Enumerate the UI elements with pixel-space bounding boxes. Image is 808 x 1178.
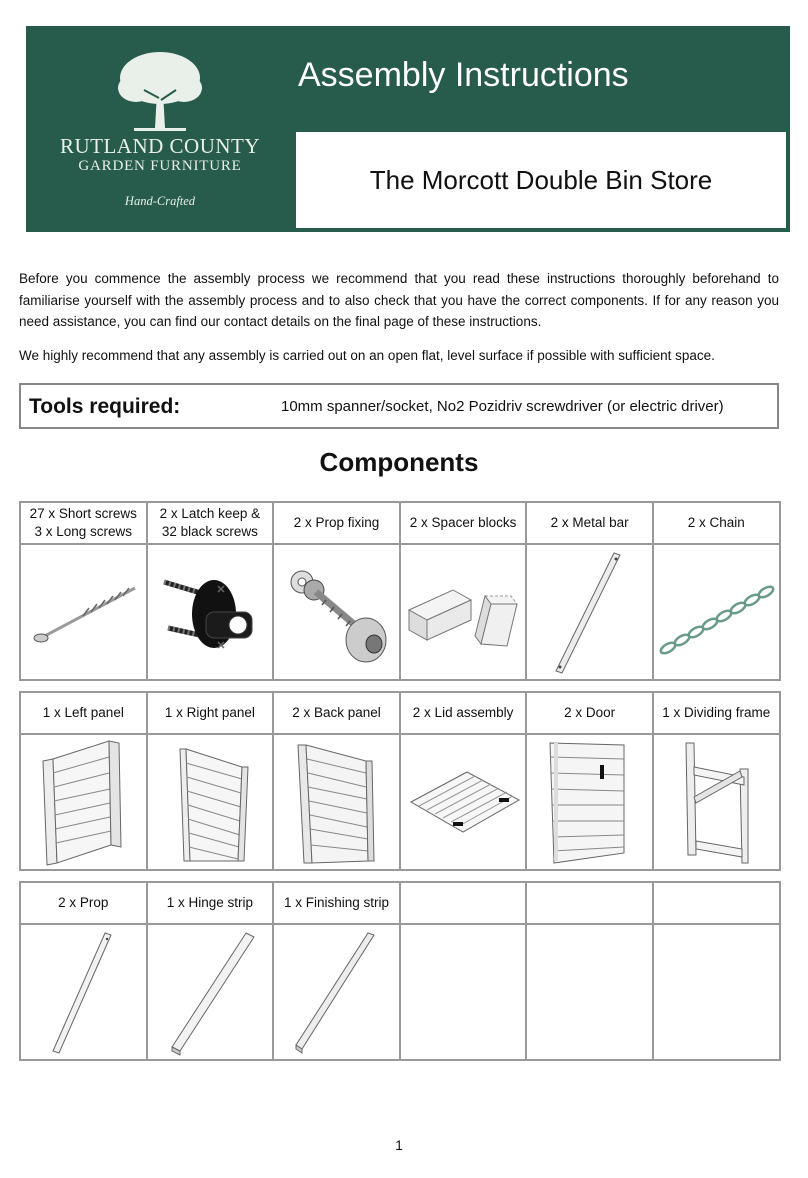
empty-cell	[653, 882, 780, 924]
empty-cell	[653, 924, 780, 1060]
component-image	[147, 544, 274, 680]
brand-logo	[26, 26, 294, 232]
intro-paragraph: Before you commence the assembly process we recommend that you read these instructions thoroughly beforehand to familiarise yourself with the assembly process and to also check that you have the correct components. If for any reason you need assistance, you can find our contact details on the final page of these instructions.	[19, 271, 779, 329]
component-label: 2 x Latch keep & 32 black screws	[147, 502, 274, 544]
component-image	[400, 734, 527, 870]
component-label: 2 x Prop	[20, 882, 147, 924]
component-label: 2 x Chain	[653, 502, 780, 544]
brand-name: RUTLAND COUNTY	[59, 134, 261, 158]
component-image	[147, 734, 274, 870]
metal-bar-icon	[530, 547, 650, 677]
page-number: 1	[395, 1137, 403, 1153]
product-name-box	[296, 132, 786, 228]
component-label: 1 x Right panel	[147, 692, 274, 734]
component-image	[147, 924, 274, 1060]
document-title: Assembly Instructions	[298, 56, 629, 94]
component-image	[273, 734, 400, 870]
brand-tagline: Hand-Crafted	[124, 194, 196, 208]
empty-cell	[526, 924, 653, 1060]
header-banner	[26, 26, 790, 232]
screw-icon	[23, 552, 143, 672]
surface-note: We highly recommend that any assembly is carried out on an open flat, level surface if possible with sufficient space.	[19, 348, 715, 363]
spacer-blocks-icon	[401, 552, 525, 672]
component-image	[653, 734, 780, 870]
tools-list: 10mm spanner/socket, No2 Pozidriv screwdriver (or electric driver)	[281, 398, 724, 415]
component-image	[20, 924, 147, 1060]
back-panel-icon	[276, 737, 396, 867]
door-icon	[530, 737, 650, 867]
component-image	[526, 544, 653, 680]
component-image	[273, 924, 400, 1060]
tree-logo-icon	[114, 48, 206, 134]
component-label: 27 x Short screws 3 x Long screws	[20, 502, 147, 544]
brand-subtitle: GARDEN FURNITURE	[78, 158, 242, 174]
component-image	[20, 734, 147, 870]
component-label: 2 x Metal bar	[526, 502, 653, 544]
empty-cell	[400, 882, 527, 924]
components-table-1	[19, 501, 781, 681]
component-label: 2 x Prop fixing	[273, 502, 400, 544]
component-label: 1 x Left panel	[20, 692, 147, 734]
hinge-strip-icon	[150, 927, 270, 1057]
component-label: 2 x Door	[526, 692, 653, 734]
component-image	[20, 544, 147, 680]
components-heading: Components	[319, 447, 479, 477]
empty-cell	[526, 882, 653, 924]
product-name: The Morcott Double Bin Store	[369, 164, 713, 195]
prop-fixing-icon	[276, 552, 396, 672]
component-label: 1 x Finishing strip	[273, 882, 400, 924]
components-table-2	[19, 691, 781, 871]
left-panel-icon	[23, 737, 143, 867]
finishing-strip-icon	[276, 927, 396, 1057]
component-label: 1 x Dividing frame	[653, 692, 780, 734]
tools-box	[19, 383, 779, 429]
component-label: 1 x Hinge strip	[147, 882, 274, 924]
dividing-frame-icon	[656, 737, 776, 867]
lid-assembly-icon	[401, 742, 525, 862]
empty-cell	[400, 924, 527, 1060]
component-label: 2 x Lid assembly	[400, 692, 527, 734]
component-label: 2 x Back panel	[273, 692, 400, 734]
component-label: 2 x Spacer blocks	[400, 502, 527, 544]
component-image	[400, 544, 527, 680]
prop-icon	[23, 927, 143, 1057]
components-table-3	[19, 881, 781, 1061]
tools-label: Tools required:	[29, 395, 181, 418]
right-panel-icon	[150, 737, 270, 867]
chain-icon	[656, 552, 776, 672]
component-image	[526, 734, 653, 870]
latch-keep-icon	[150, 552, 270, 672]
component-image	[653, 544, 780, 680]
component-image	[273, 544, 400, 680]
